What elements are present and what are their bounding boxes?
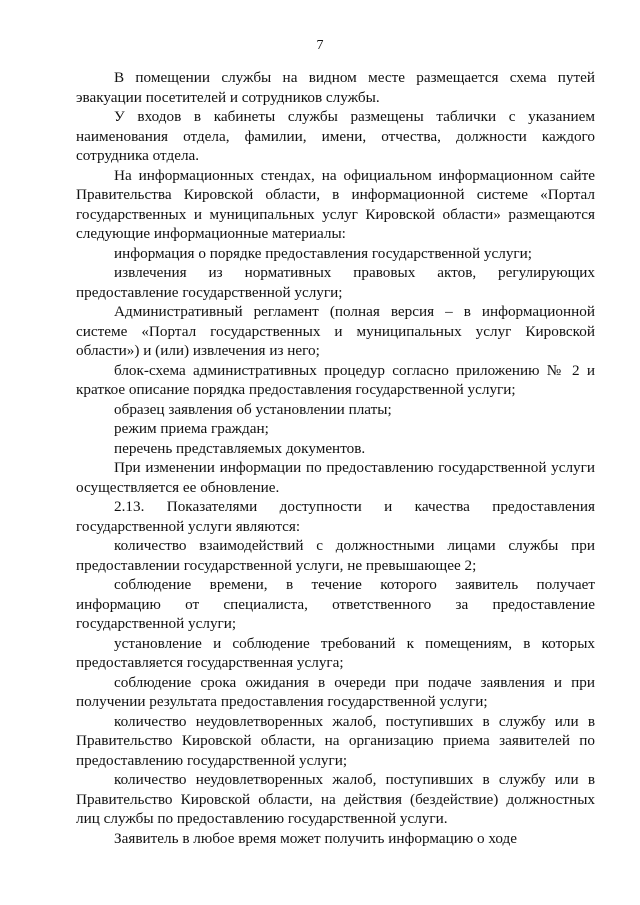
list-item: информация о порядке предоставления государственной услуги; [114, 244, 533, 262]
section-paragraph: 2.13. Показателями доступности и качества предоставления государственной услуги являются: [76, 498, 595, 535]
list-item: соблюдение времени, в течение которого заявитель получает информацию от специалиста, ответственного за предоставление государственной услуги; [76, 576, 595, 632]
paragraph: В помещении службы на видном месте размещается схема путей эвакуации посетителей и сотрудников службы. [76, 69, 595, 106]
list-item: извлечения из нормативных правовых актов, регулирующих предоставление государственной услуги; [76, 264, 595, 301]
paragraph: На информационных стендах, на официальном информационном сайте Правительства Кировской области, в информационной системе «Портал государственных и муниципальных услуг Кировской области» размещаются следующие информационные материалы: [76, 166, 595, 242]
paragraph: При изменении информации по предоставлению государственной услуги осуществляется ее обновление. [76, 459, 595, 496]
list-item: установление и соблюдение требований к помещениям, в которых предоставляется государственная услуга; [76, 634, 595, 671]
list-item: соблюдение срока ожидания в очереди при подаче заявления и при получении результата предоставления государственной услуги; [76, 673, 595, 710]
paragraph: Заявитель в любое время может получить информацию о ходе [114, 829, 517, 847]
page-number: 7 [316, 38, 324, 53]
list-item: количество взаимодействий с должностными лицами службы при предоставлении государственной услуги, не превышающее 2; [76, 537, 595, 574]
list-item: количество неудовлетворенных жалоб, поступивших в службу или в Правительство Кировской области, на организацию приема заявителей по предоставлению государственной услуги; [76, 712, 595, 769]
paragraph: У входов в кабинеты службы размещены таблички с указанием наименования отдела, фамилии, имени, отчества, должности каждого сотрудника отдела. [76, 108, 595, 164]
list-item: перечень представляемых документов. [114, 439, 366, 457]
document-body [76, 68, 595, 848]
list-item: образец заявления об установлении платы; [114, 400, 392, 418]
list-item: блок-схема административных процедур согласно приложению № 2 и краткое описание порядка предоставления государственной услуги; [76, 361, 595, 398]
list-item: режим приема граждан; [114, 420, 269, 437]
list-item: количество неудовлетворенных жалоб, поступивших в службу или в Правительство Кировской области, на действия (бездействие) должностных лиц службы по предоставлению государственной услуги. [76, 771, 595, 827]
list-item: Административный регламент (полная версия – в информационной системе «Портал государственных и муниципальных услуг Кировской области») и (или) извлечения из него; [76, 303, 595, 359]
